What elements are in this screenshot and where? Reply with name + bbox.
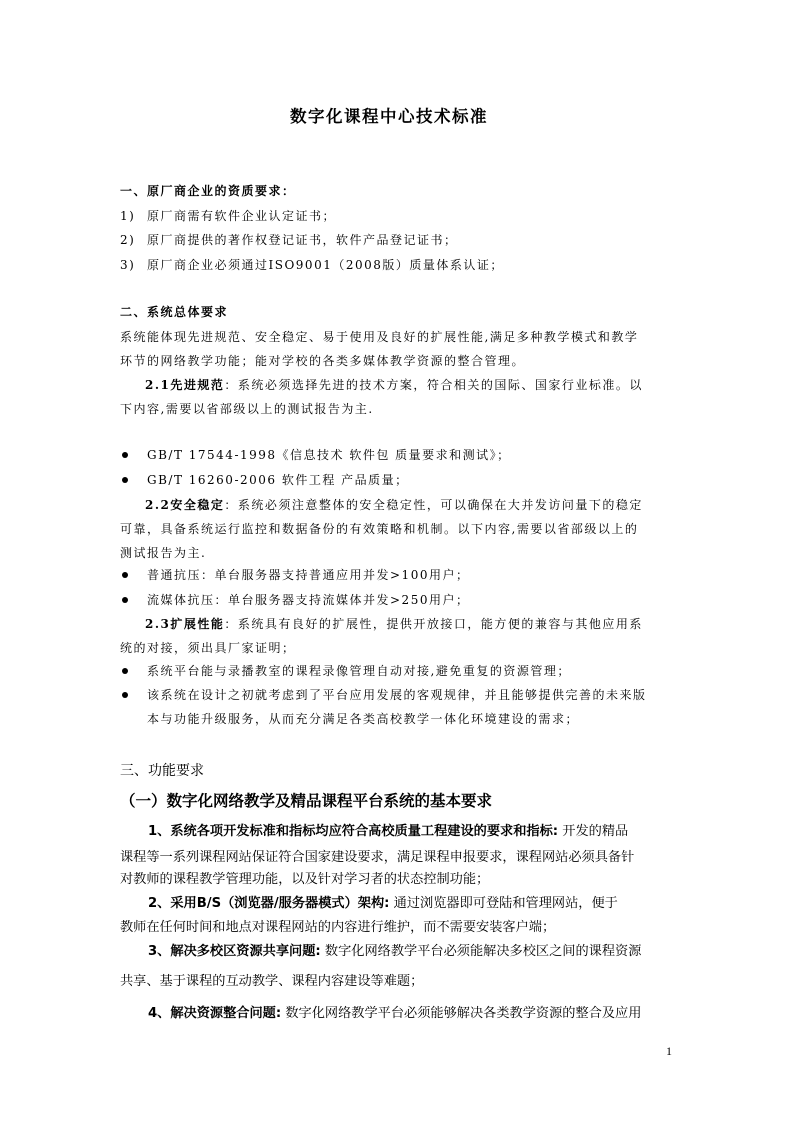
bullet-icon [122,477,128,483]
paragraph-line: 对教师的课程教学管理功能，以及针对学习者的状态控制功能； [120,872,490,887]
paragraph-label: 1、系统各项开发标准和指标均应符合高校质量工程建设的要求和指标: [148,824,559,839]
paragraph-line: 下内容,需要以省部级以上的测试报告为主. [120,402,374,416]
paragraph-3-3 [148,942,641,962]
bullet-icon [122,452,128,458]
bullet-item: 普通抗压：单台服务器支持普通应用并发>100用户； [147,568,470,582]
bullet-item: 系统平台能与录播教室的课程录像管理自动对接,避免重复的资源管理； [147,664,571,678]
bullet-item: GB/T 17544-1998《信息技术 软件包 质量要求和测试》； [147,448,511,462]
paragraph-label: 2.2安全稳定 [145,498,225,512]
paragraph-text: 数字化网络教学平台必须能够解决各类教学资源的整合及应用 [281,1006,642,1021]
bullet-icon [122,668,128,674]
paragraph-3-2 [148,894,618,914]
bullet-icon [122,597,128,603]
paragraph-label: 2.1先进规范 [145,378,225,392]
paragraph-2-2 [145,496,643,514]
list-item-number: 2) [120,233,136,247]
paragraph-2-1 [145,376,643,394]
paragraph-text: ：系统必须注意整体的安全稳定性，可以确保在大并发访问量下的稳定 [224,498,643,512]
page-number: 1 [666,1044,672,1058]
list-item: 原厂商企业必须通过ISO9001（2008版）质量体系认证； [147,258,504,272]
subsection-heading: （一）数字化网络教学及精品课程平台系统的基本要求 [120,792,493,810]
paragraph-line: 课程等一系列课程网站保证符合国家建设要求，满足课程申报要求，课程网站必须具备针 [120,850,635,865]
paragraph-text: ：系统必须选择先进的技术方案，符合相关的国际、国家行业标准。以 [224,378,643,392]
section-3-heading: 三、功能要求 [120,763,204,779]
bullet-item-continuation: 本与功能升级服务，从而充分满足各类高校教学一体化环境建设的需求； [147,712,580,726]
paragraph-line: 系统能体现先进规范、安全稳定、易于使用及良好的扩展性能,满足多种教学模式和教学 [120,330,639,344]
paragraph-text: 开发的精品 [558,824,629,839]
bullet-item: 该系统在设计之初就考虑到了平台应用发展的客观规律，并且能够提供完善的未来版 [147,688,647,702]
paragraph-label: 3、解决多校区资源共享问题: [148,944,321,959]
page-title: 数字化课程中心技术标准 [290,107,488,126]
paragraph-label: 2.3扩展性能 [145,617,225,631]
list-item: 原厂商需有软件企业认定证书； [147,209,337,223]
bullet-icon [122,692,128,698]
bullet-icon [122,572,128,578]
paragraph-3-4 [148,1004,641,1024]
paragraph-line: 统的对接，须出具厂家证明； [120,641,296,655]
paragraph-line: 可靠，具备系统运行监控和数据备份的有效策略和机制。以下内容,需要以省部级以上的 [120,522,639,536]
paragraph-line: 教师在任何时间和地点对课程网站的内容进行维护，而不需要安装客户端； [120,920,556,935]
paragraph-2-3 [145,615,643,633]
paragraph-label: 4、解决资源整合问题: [148,1006,282,1021]
paragraph-text: 数字化网络教学平台必须能解决多校区之间的课程资源 [320,944,642,959]
bullet-item: 流媒体抗压：单台服务器支持流媒体并发>250用户； [147,593,470,607]
paragraph-line: 共享、基于课程的互动教学、课程内容建设等难题； [120,974,424,989]
paragraph-3-1 [148,822,628,842]
paragraph-label: 2、采用B/S（浏览器/服务器模式）架构: [148,896,390,911]
bullet-item: GB/T 16260-2006 软件工程 产品质量； [147,473,409,487]
section-1-heading: 一、原厂商企业的资质要求： [120,184,296,198]
list-item: 原厂商提供的著作权登记证书，软件产品登记证书； [147,233,458,247]
section-2-heading: 二、系统总体要求 [120,305,229,319]
paragraph-text: ：系统具有良好的扩展性，提供开放接口，能方便的兼容与其他应用系 [224,617,643,631]
paragraph-text: 通过浏览器即可登陆和管理网站，便于 [389,896,618,911]
list-item-number: 1) [120,209,136,223]
paragraph-line: 测试报告为主. [120,546,207,560]
list-item-number: 3) [120,258,136,272]
paragraph-line: 环节的网络教学功能；能对学校的各类多媒体教学资源的整合管理。 [120,354,526,368]
